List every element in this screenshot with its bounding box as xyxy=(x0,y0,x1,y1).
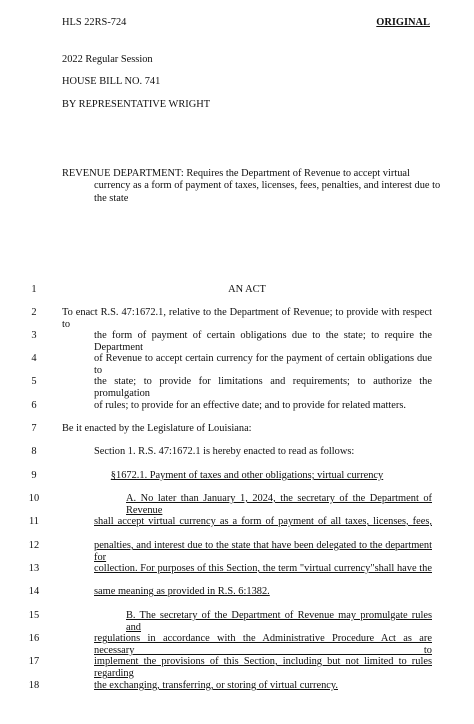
line-number: 8 xyxy=(31,446,37,457)
line-text: Be it enacted by the Legislature of Louisiana: xyxy=(62,423,252,434)
digest-line-2: currency as a form of payment of taxes, licenses, fees, penalties, and interest due to xyxy=(94,180,441,192)
line-16 xyxy=(0,633,474,655)
line-number: 7 xyxy=(31,423,37,434)
line-text: regulations in accordance with the Administrative Procedure Act as are necessary to xyxy=(94,633,432,656)
line-6 xyxy=(0,400,474,422)
line-13 xyxy=(0,563,474,585)
line-number: 5 xyxy=(31,376,37,387)
line-4 xyxy=(0,353,474,375)
line-text: the form of payment of certain obligations due to the state; to require the Department xyxy=(94,330,432,353)
line-number: 15 xyxy=(28,610,40,621)
line-number: 16 xyxy=(28,633,40,644)
bill-author: BY REPRESENTATIVE WRIGHT xyxy=(62,99,211,110)
line-3 xyxy=(0,330,474,352)
line-15 xyxy=(0,610,474,632)
line-number: 6 xyxy=(31,400,37,411)
session-label: 2022 Regular Session xyxy=(62,54,153,65)
line-8 xyxy=(0,446,474,468)
line-number: 1 xyxy=(31,284,37,295)
line-1 xyxy=(0,284,474,306)
bill-digest xyxy=(62,168,441,205)
line-text: A. No later than January 1, 2024, the secretary of the Department of Revenue xyxy=(126,493,432,516)
bill-code: HLS 22RS-724 xyxy=(62,17,127,28)
digest-line-3: the state xyxy=(94,192,129,204)
digest-line-1: REVENUE DEPARTMENT: Requires the Department of Revenue to accept virtual xyxy=(62,168,410,179)
line-14 xyxy=(0,586,474,608)
line-text: penalties, and interest due to the state that have been delegated to the department for xyxy=(94,540,432,563)
line-7 xyxy=(0,423,474,445)
line-text: collection. For purposes of this Section, the term "virtual currency"shall have the xyxy=(94,563,432,574)
line-10 xyxy=(0,493,474,515)
line-number: 9 xyxy=(31,470,37,481)
line-number: 3 xyxy=(31,330,37,341)
line-number: 18 xyxy=(28,680,40,691)
line-18 xyxy=(0,680,474,702)
line-text: of rules; to provide for an effective date; and to provide for related matters. xyxy=(94,400,406,411)
line-number: 10 xyxy=(28,493,40,504)
line-text: B. The secretary of the Department of Revenue may promulgate rules and xyxy=(126,610,432,633)
line-number: 4 xyxy=(31,353,37,364)
bill-number: HOUSE BILL NO. 741 xyxy=(62,76,161,87)
line-text: same meaning as provided in R.S. 6:1382. xyxy=(94,586,270,597)
act-title: AN ACT xyxy=(228,284,266,295)
section-heading: §1672.1. Payment of taxes and other obligations; virtual currency xyxy=(110,470,384,481)
line-12 xyxy=(0,540,474,562)
line-text: implement the provisions of this Section, including but not limited to rules regarding xyxy=(94,656,432,679)
line-number: 17 xyxy=(28,656,40,667)
line-text: Section 1. R.S. 47:1672.1 is hereby enacted to read as follows: xyxy=(94,446,355,457)
line-number: 13 xyxy=(28,563,40,574)
line-text: shall accept virtual currency as a form of payment of all taxes, licenses, fees, xyxy=(94,516,432,527)
line-number: 11 xyxy=(28,516,39,527)
line-9 xyxy=(0,470,474,492)
line-number: 12 xyxy=(28,540,40,551)
line-text: the state; to provide for limitations and requirements; to authorize the promulgation xyxy=(94,376,432,399)
line-5 xyxy=(0,376,474,398)
line-text: the exchanging, transferring, or storing of virtual currency. xyxy=(94,680,338,691)
line-17 xyxy=(0,656,474,678)
line-number: 2 xyxy=(31,307,37,318)
line-text: To enact R.S. 47:1672.1, relative to the Department of Revenue; to provide with respect to xyxy=(62,307,432,330)
line-text: of Revenue to accept certain currency for the payment of certain obligations due to xyxy=(94,353,432,376)
line-11 xyxy=(0,516,474,538)
line-2 xyxy=(0,307,474,329)
bill-status: ORIGINAL xyxy=(376,17,430,28)
line-number: 14 xyxy=(28,586,40,597)
